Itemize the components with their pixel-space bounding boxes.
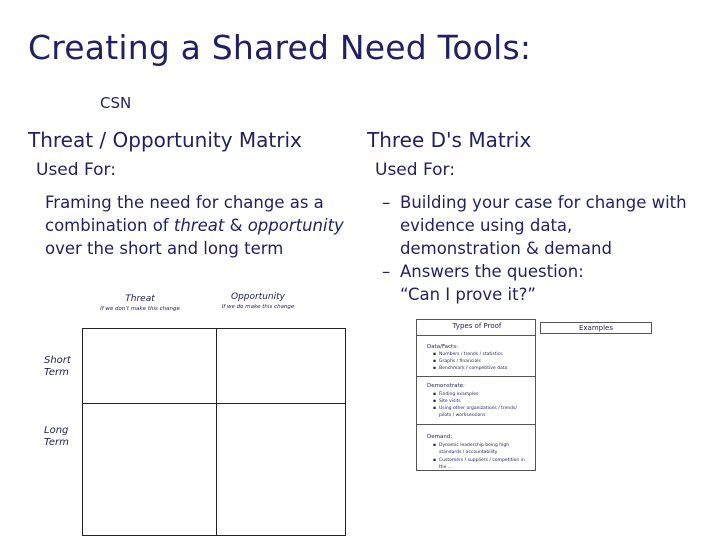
- threat-opportunity-grid: [82, 328, 346, 536]
- proof-item: ▪ Benchmark / competitive data: [433, 366, 508, 371]
- grid-horizontal-divider: [83, 403, 345, 404]
- proof-table-examples-header: Examples: [540, 322, 652, 334]
- proof-item: ▪ Using other organizations / trends/: [433, 406, 518, 411]
- three-ds-bullets: [378, 191, 708, 306]
- slide-subtitle: CSN: [100, 94, 132, 112]
- right-used-for-label: Used For:: [375, 160, 455, 180]
- proof-item: ▪ Dynamic leadership being high: [433, 443, 510, 448]
- bullet-answers-question: – Answers the question: “Can I prove it?”: [382, 262, 584, 304]
- left-desc-line2: combination of threat & opportunity: [45, 216, 344, 235]
- matrix-col-threat-sub: If we don't make this change: [100, 306, 180, 312]
- threat-opportunity-heading: Threat / Opportunity Matrix: [28, 128, 302, 152]
- proof-item-continued: pilots / worksessions: [439, 413, 486, 418]
- matrix-col-threat-heading: Threat: [125, 294, 155, 304]
- left-description: [45, 191, 365, 260]
- proof-item: ▪ Graphs / financials: [433, 359, 481, 364]
- left-desc-line3: over the short and long term: [45, 239, 284, 258]
- matrix-row-long-term: Long Term: [44, 425, 69, 448]
- proof-section-divider: [417, 376, 535, 377]
- proof-table-header-row: [417, 320, 535, 336]
- three-ds-heading: Three D's Matrix: [367, 128, 532, 152]
- matrix-col-opportunity-heading: Opportunity: [230, 292, 285, 302]
- left-desc-line1: Framing the need for change as a: [45, 193, 324, 212]
- slide-title: Creating a Shared Need Tools:: [28, 28, 532, 67]
- proof-section-divider: [417, 424, 535, 425]
- proof-item-continued: the ...: [439, 465, 453, 470]
- matrix-row-short-term: Short Term: [44, 355, 71, 378]
- proof-item: ▪ Customers / suppliers / competition in: [433, 458, 525, 463]
- proof-item: ▪ Numbers / trends / statistics: [433, 352, 503, 357]
- proof-item: ▪ Site visits: [433, 399, 461, 404]
- matrix-col-opportunity-sub: If we do make this change: [221, 304, 295, 310]
- proof-section-data-title: Data/Facts:: [427, 344, 458, 350]
- proof-item-continued: standards / accountability: [439, 450, 498, 455]
- proof-table-types-header: Types of Proof: [452, 322, 502, 330]
- left-used-for-label: Used For:: [36, 160, 116, 180]
- bullet-building-case: – Building your case for change with evidence using data, demonstration & demand: [382, 193, 687, 258]
- grid-vertical-divider: [216, 329, 217, 535]
- types-of-proof-table: [416, 319, 536, 471]
- proof-item: ▪ Finding examples: [433, 392, 479, 397]
- proof-section-demonstrate-title: Demonstrate:: [427, 383, 465, 389]
- proof-section-demand-title: Demand:: [427, 434, 453, 440]
